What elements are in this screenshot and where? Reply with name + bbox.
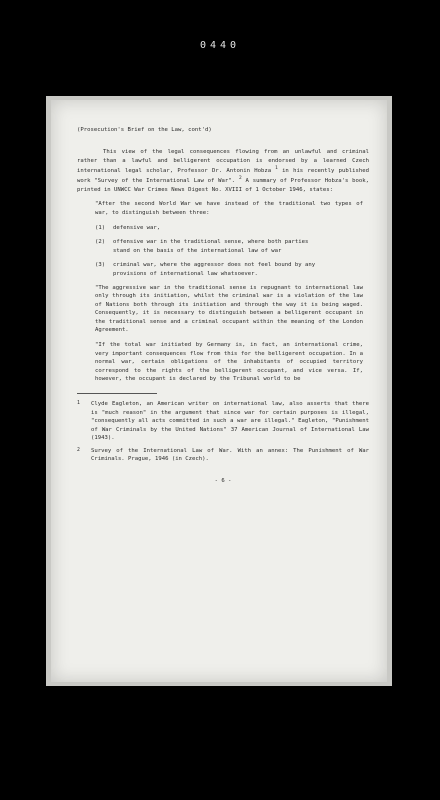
footnote	[77, 447, 369, 464]
footnote-text: Survey of the International Law of War. With an annex: The Punishment of War Criminals. Prague, 1946 (in Czech).	[91, 447, 369, 462]
microfilm-frame-number: 0440	[199, 40, 241, 51]
footnote-text: Clyde Eagleton, an American writer on international law, also asserts that there is "much reason" in the argument that since war for certain purposes is illegal, "consequently all acts committed in such a war are illegal." Eagleton, "Punishment of War Criminals by the United Nations" 37 American Journal of International Law (1943).	[91, 401, 369, 442]
list-item-number: (2)	[95, 239, 106, 246]
footnote-ref-1: 1	[275, 166, 278, 172]
quote-paragraph-2: "The aggressive war in the traditional sense is repugnant to international law only through its initiation, whilst the criminal war is a violation of the law of Nations both through its initiation and through the way it is being waged. Consequently, it is necessary to distinguish between a belligerent occupant in the traditional sense and a criminal occupant within the meaning of the London Agreement.	[95, 285, 363, 334]
intro-text: This view of the legal consequences flowing from an unlawful and criminal rather than a lawful and belligerent occupation is endorsed by a learned Czech international legal scholar, Professor Dr. Antonin Hobza	[77, 149, 369, 175]
intro-text-end: A summary of Professor Hobza's book, printed in UNWCC War Crimes News Digest No. XVIII of 1 October 1946, states:	[77, 178, 369, 193]
footnote-number: 2	[77, 447, 80, 453]
intro-text-cont: in his recently published work "Survey of the International Law of War".	[77, 168, 369, 185]
list-item-text: criminal war, where the aggressor does not feel bound by any provisions of international law whatsoever.	[113, 262, 316, 277]
list-item	[95, 261, 363, 278]
document-page	[51, 100, 387, 682]
footnote	[77, 400, 369, 442]
list-item	[95, 238, 363, 255]
list-item-number: (3)	[95, 262, 106, 269]
footnote-number: 1	[77, 401, 80, 407]
list-item-number: (1)	[95, 224, 106, 231]
document-body	[77, 126, 369, 486]
intro-paragraph	[77, 148, 369, 194]
types-of-war-list	[95, 224, 363, 278]
quote-lead: "After the second World War we have instead of the traditional two types of war, to distinguish between three:	[95, 201, 363, 216]
list-item	[95, 224, 363, 232]
footnote-ref-2: 2	[239, 176, 242, 182]
document-heading: (Prosecution's Brief on the Law, cont'd)	[77, 127, 212, 133]
page-number: - 6 -	[214, 478, 232, 485]
quoted-passage	[95, 200, 363, 383]
list-item-text: defensive war,	[113, 224, 161, 231]
list-item-text: offensive war in the traditional sense, where both parties stand on the basis of the international law of war	[113, 239, 309, 254]
quote-paragraph-3: "If the total war initiated by Germany is, in fact, an international crime, very important consequences flow from this for the belligerent occupation. In a normal war, certain obligations of the inhabitants of occupied territory correspond to the rights of the belligerent occupant, and vice versa. If, however, the occupant is declared by the Tribunal world to be	[95, 342, 363, 383]
